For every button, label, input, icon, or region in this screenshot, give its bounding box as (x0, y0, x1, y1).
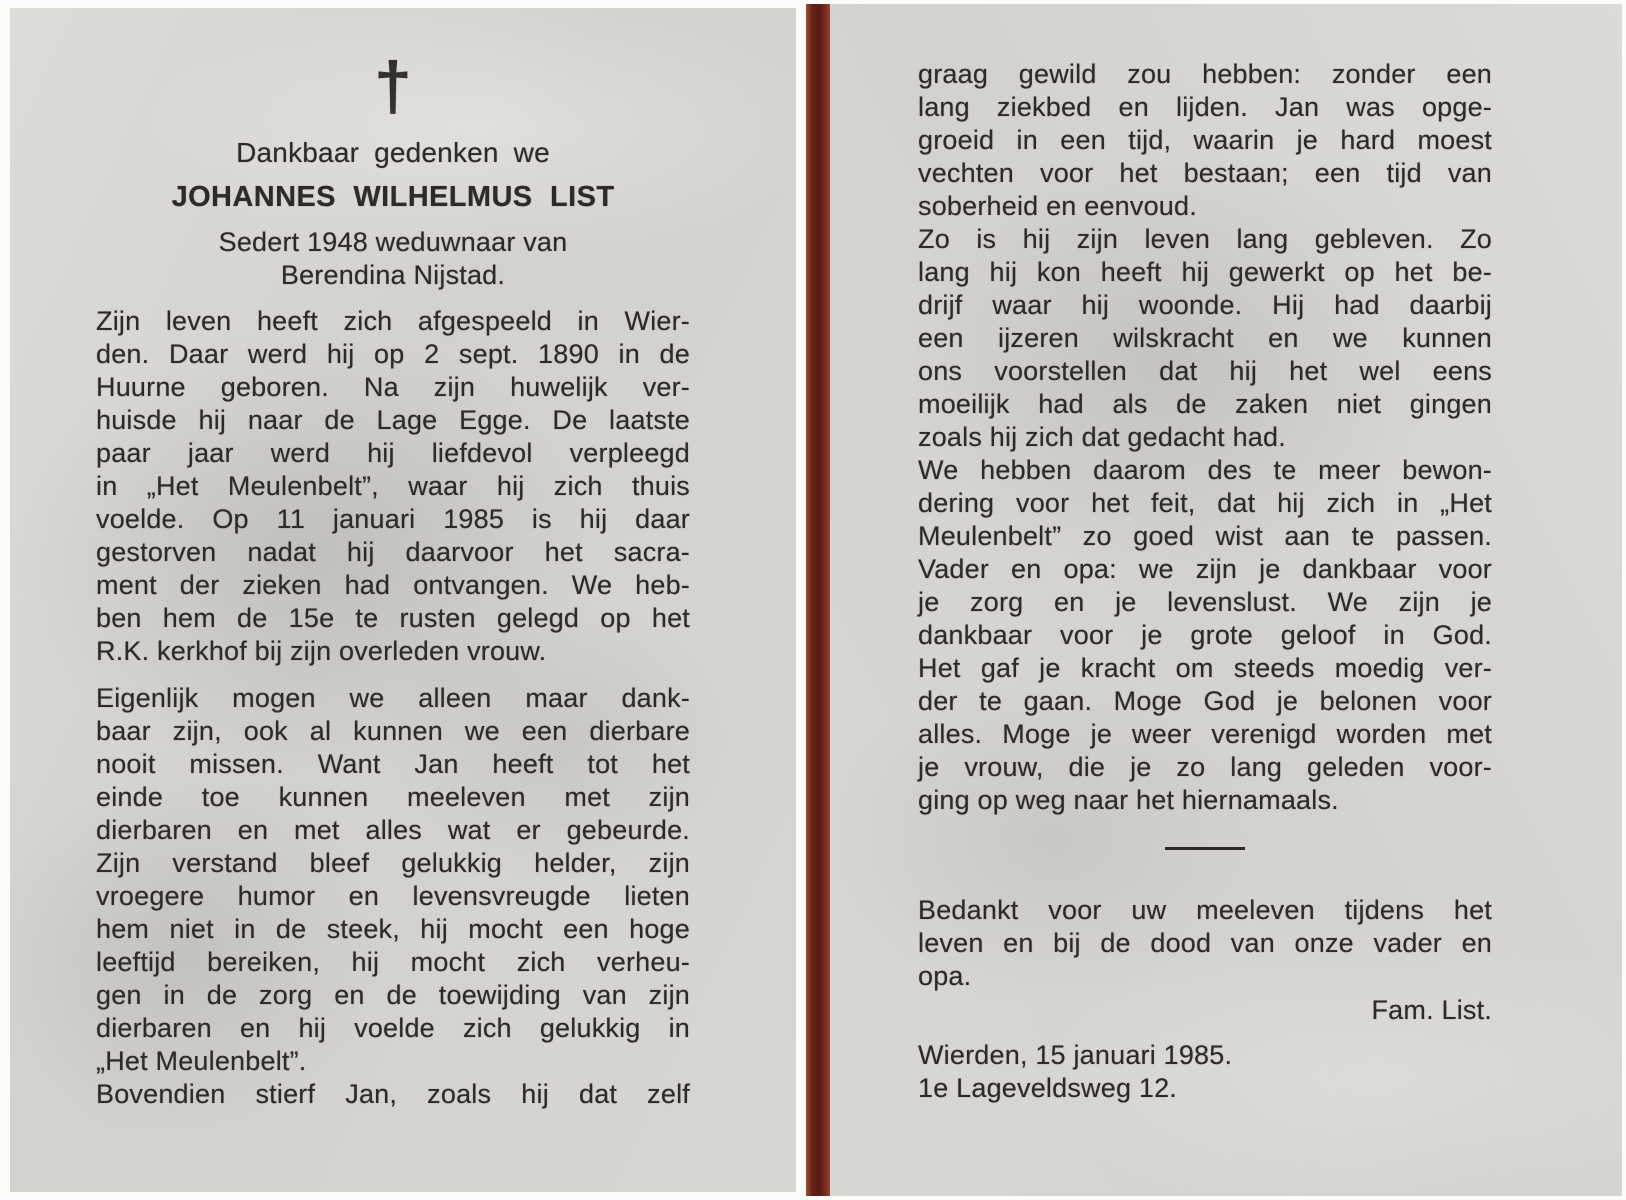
text-line: ment der zieken had ontvangen. We heb- (96, 570, 690, 600)
text-line: 1e Lageveldsweg 12. (918, 1073, 1177, 1103)
text-line: alles. Moge je weer verenigd worden met (918, 719, 1492, 749)
text-line: Berendina Nijstad. (280, 260, 506, 290)
text-line: Wierden, 15 januari 1985. (918, 1040, 1233, 1070)
text-line: Huurne geboren. Na zijn huwelijk ver- (96, 372, 690, 402)
text-line: paar jaar werd hij liefdevol verpleegd (96, 438, 690, 468)
text-line: We hebben daarom des te meer bewon- (918, 455, 1492, 485)
text-line: moeilijk had als de zaken niet gingen (918, 389, 1492, 419)
text-line: voelde. Op 11 januari 1985 is hij daar (96, 504, 690, 534)
text-line: leeftijd bereiken, hij mocht zich verheu- (96, 947, 690, 977)
widower-subtitle (96, 226, 690, 292)
cross-icon: † (373, 48, 413, 124)
text-line: je zorg en je levenslust. We zijn je (918, 587, 1492, 617)
text-line: Meulenbelt” zo goed wist aan te passen. (918, 521, 1492, 551)
text-line: den. Daar werd hij op 2 sept. 1890 in de (96, 339, 690, 369)
text-line: Zo is hij zijn leven lang gebleven. Zo (918, 224, 1492, 254)
left-paragraph-2 (96, 682, 690, 1078)
text-line: Eigenlijk mogen we alleen maar dank- (96, 683, 690, 713)
text-line: der te gaan. Moge God je belonen voor (918, 686, 1492, 716)
intro-line: Dankbaar gedenken we (236, 137, 550, 168)
text-line: drijf waar hij woonde. Hij had daarbij (918, 290, 1492, 320)
left-paragraph-1 (96, 305, 690, 668)
text-line: ons voorstellen dat hij het wel eens (918, 356, 1492, 386)
text-line: ging op weg naar het hiernamaals. (918, 785, 1339, 815)
memorial-card-right-page (806, 4, 1622, 1196)
text-line: Vader en opa: we zijn je dankbaar voor (918, 554, 1492, 584)
text-line: graag gewild zou hebben: zonder een (918, 59, 1492, 89)
text-line: dierbaren en met alles wat er gebeurde. (96, 815, 690, 845)
text-line: in „Het Meulenbelt”, waar hij zich thuis (96, 471, 690, 501)
text-line: je vrouw, die je zo lang geleden voor- (918, 752, 1492, 782)
right-paragraph-3 (918, 454, 1492, 817)
text-line: gen in de zorg en de toewijding van zijn (96, 980, 690, 1010)
text-line: Sedert 1948 weduwnaar van (218, 227, 568, 257)
text-line: R.K. kerkhof bij zijn overleden vrouw. (96, 636, 547, 666)
text-line: einde toe kunnen meeleven met zijn (96, 782, 690, 812)
text-line: opa. (918, 961, 972, 991)
text-line: dankbaar voor je grote geloof in God. (918, 620, 1492, 650)
text-line: leven en bij de dood van onze vader en (918, 928, 1492, 958)
right-paragraph-2 (918, 223, 1492, 454)
text-line: Bovendien stierf Jan, zoals hij dat zelf (96, 1079, 690, 1109)
text-line: dering voor het feit, dat hij zich in „Het (918, 488, 1492, 518)
section-divider (1165, 847, 1245, 850)
text-line: gestorven nadat hij daarvoor het sacra- (96, 537, 690, 567)
text-line: lang ziekbed en lijden. Jan was opge- (918, 92, 1492, 122)
text-line: vechten voor het bestaan; een tijd van (918, 158, 1492, 188)
right-paragraph-1 (918, 58, 1492, 223)
family-signature: Fam. List. (1371, 995, 1492, 1025)
text-line: Zijn leven heeft zich afgespeeld in Wier- (96, 306, 690, 336)
text-line: zoals hij zich dat gedacht had. (918, 422, 1286, 452)
text-line: een ijzeren wilskracht en we kunnen (918, 323, 1492, 353)
left-paragraph-3 (96, 1078, 690, 1111)
memorial-card-left-page (10, 8, 796, 1192)
text-line: vroegere humor en levensvreugde lieten (96, 881, 690, 911)
text-line: lang hij kon heeft hij gewerkt op het be- (918, 257, 1492, 287)
text-line: Het gaf je kracht om steeds moedig ver- (918, 653, 1492, 683)
text-line: Zijn verstand bleef gelukkig helder, zijn (96, 848, 690, 878)
book-spine-edge (806, 4, 830, 1196)
text-line: hem niet in de steek, hij mocht een hoge (96, 914, 690, 944)
thanks-paragraph (918, 894, 1492, 993)
text-line: soberheid en eenvoud. (918, 191, 1197, 221)
text-line: groeid in een tijd, waarin je hard moest (918, 125, 1492, 155)
deceased-name: JOHANNES WILHELMUS LIST (171, 181, 615, 213)
text-line: ben hem de 15e te rusten gelegd op het (96, 603, 690, 633)
text-line: nooit missen. Want Jan heeft tot het (96, 749, 690, 779)
text-line: „Het Meulenbelt”. (96, 1046, 307, 1076)
text-line: dierbaren en hij voelde zich gelukkig in (96, 1013, 690, 1043)
text-line: baar zijn, ook al kunnen we een dierbare (96, 716, 690, 746)
text-line: huisde hij naar de Lage Egge. De laatste (96, 405, 690, 435)
text-line: Bedankt voor uw meeleven tijdens het (918, 895, 1492, 925)
closing-block (918, 1039, 1492, 1105)
